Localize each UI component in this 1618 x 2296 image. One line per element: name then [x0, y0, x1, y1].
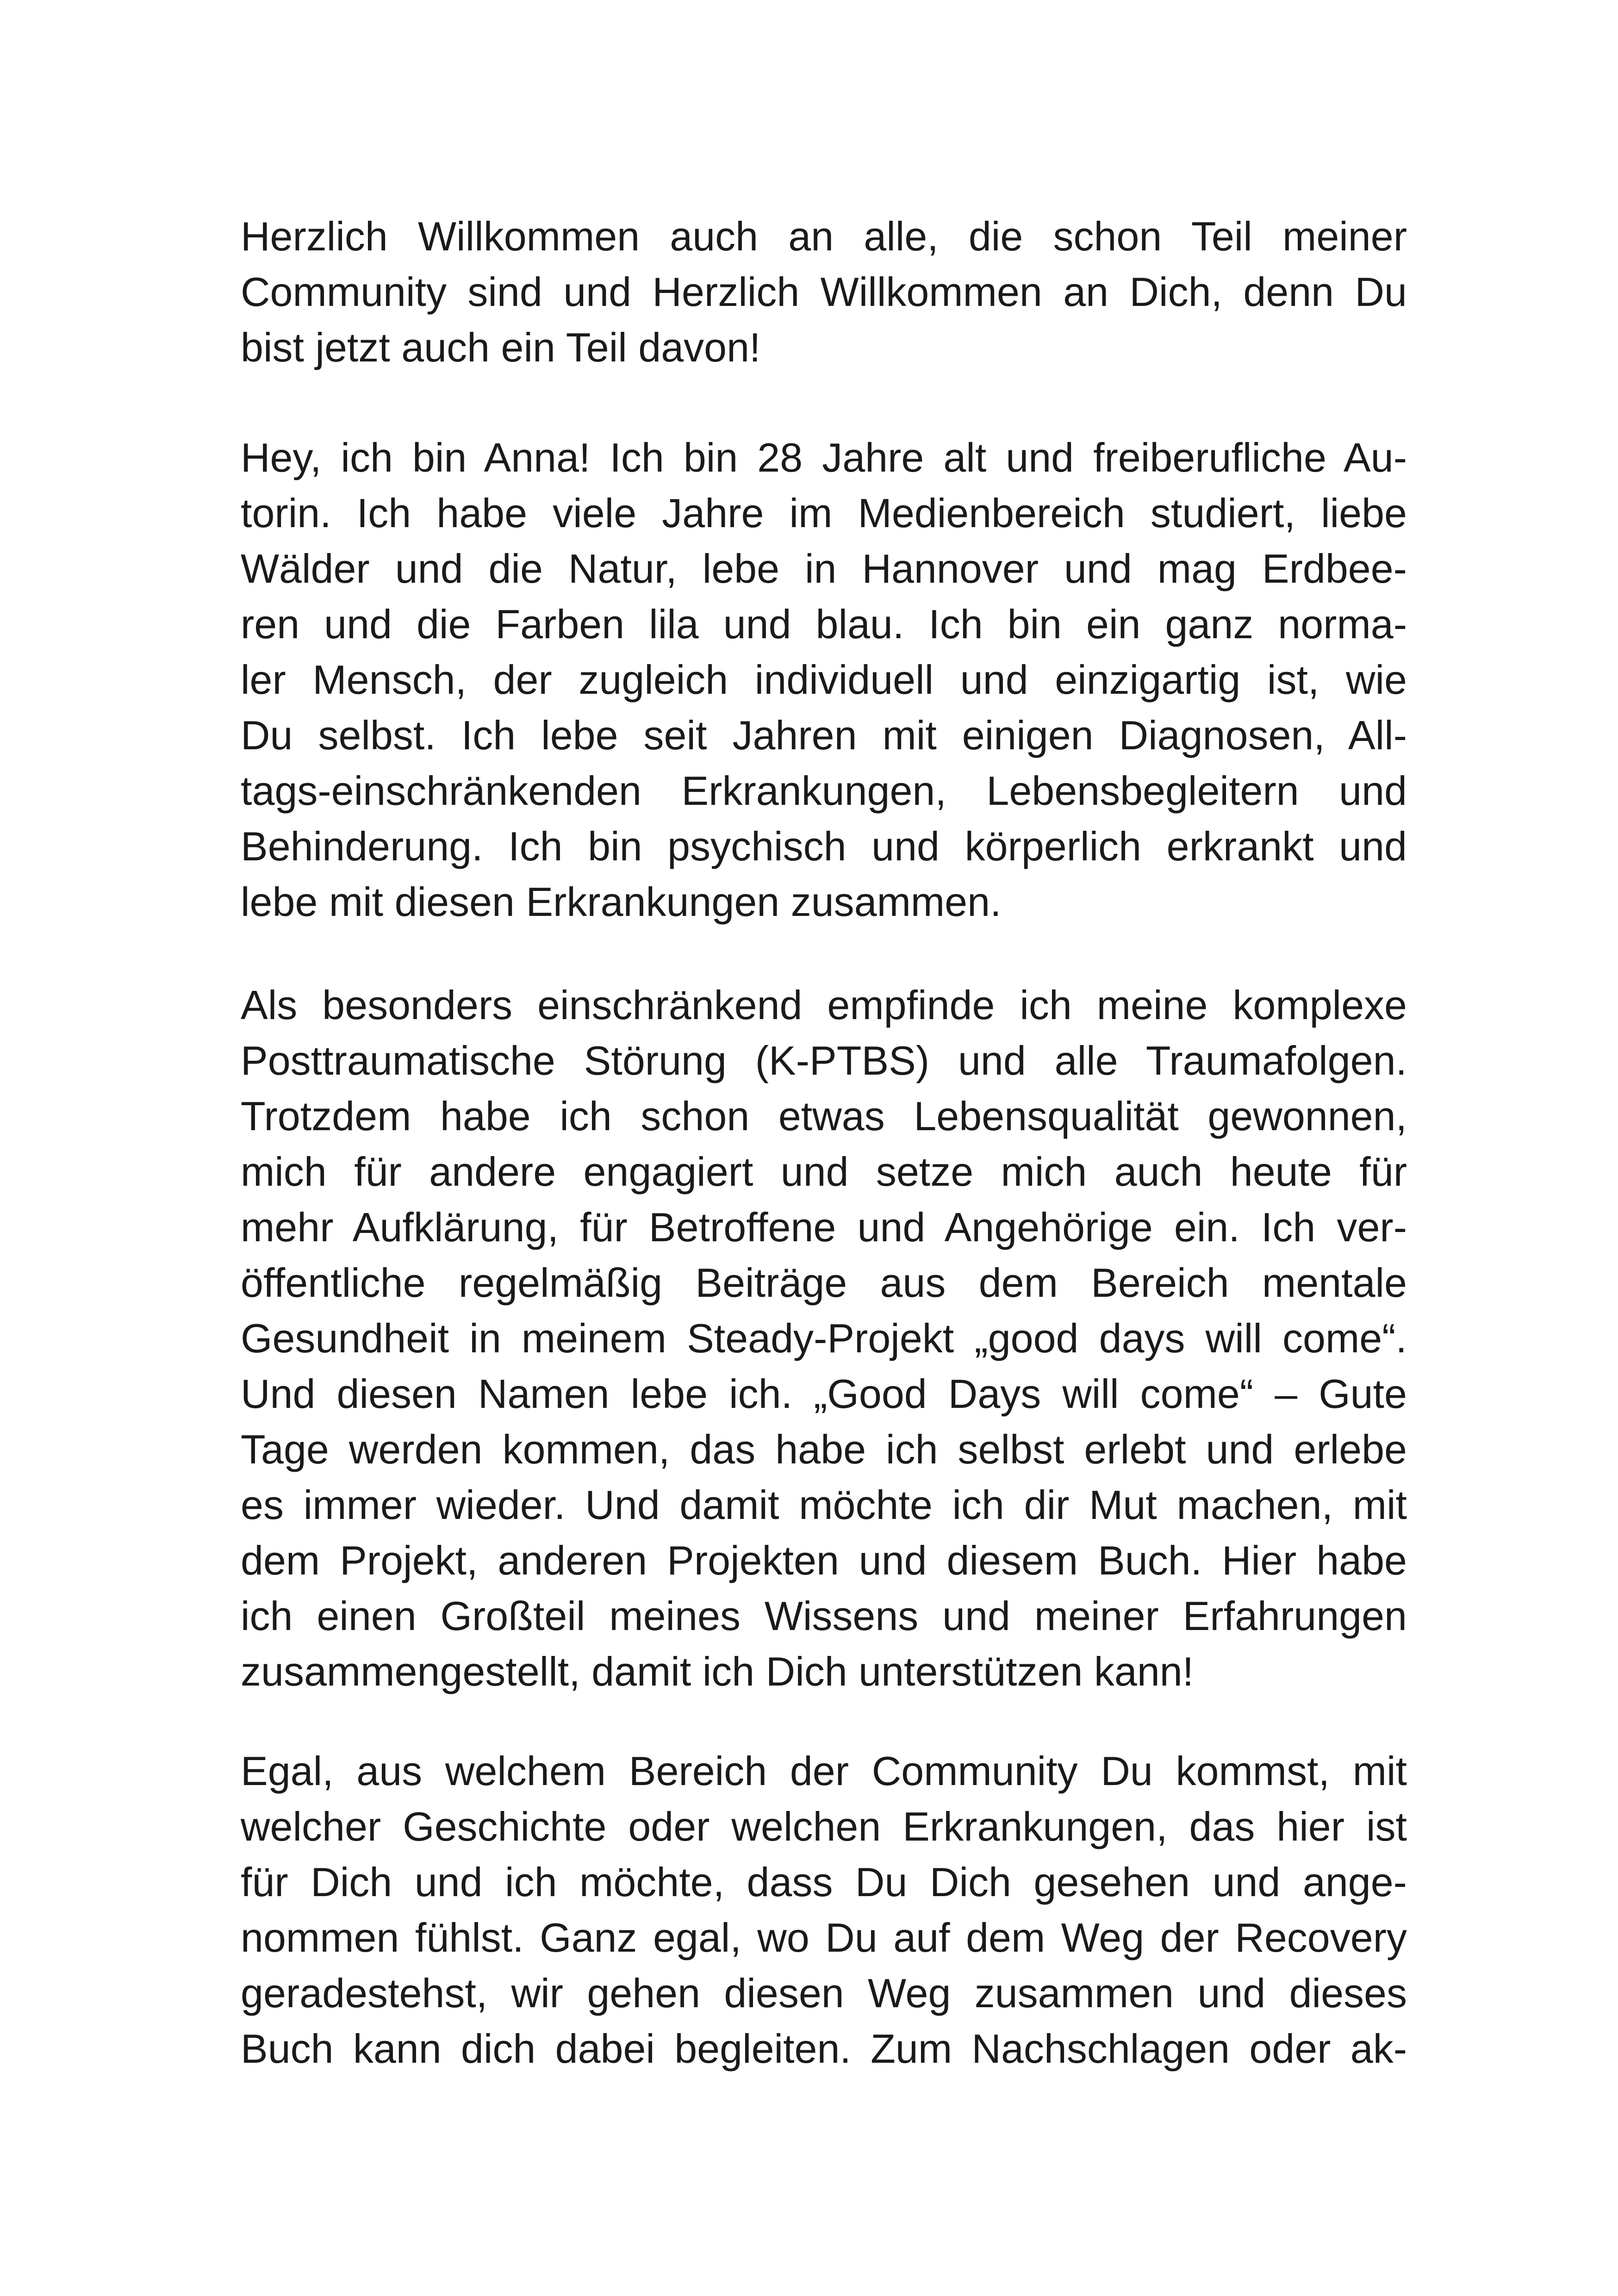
- text-line: torin. Ich habe viele Jahre im Medienbereich studiert, liebe: [241, 490, 1407, 536]
- text-line: tags-einschränkenden Erkrankungen, Lebensbegleitern und: [241, 768, 1407, 814]
- text-line: lebe mit diesen Erkrankungen zusammen.: [241, 879, 1002, 925]
- text-line: bist jetzt auch ein Teil davon!: [241, 324, 761, 370]
- text-line: Herzlich Willkommen auch an alle, die schon Teil meiner: [241, 213, 1407, 259]
- paragraph-ptbs: [241, 977, 1407, 1699]
- text-line: Behinderung. Ich bin psychisch und körperlich erkrankt und: [241, 823, 1407, 869]
- text-line: Posttraumatische Störung (K-PTBS) und alle Traumafolgen.: [241, 1038, 1407, 1083]
- text-line: Du selbst. Ich lebe seit Jahren mit einigen Diagnosen, All-: [241, 712, 1407, 758]
- text-line: öffentliche regelmäßig Beiträge aus dem Bereich mentale: [241, 1260, 1407, 1306]
- text-line: zusammengestellt, damit ich Dich unterstützen kann!: [241, 1649, 1194, 1694]
- text-line: ren und die Farben lila und blau. Ich bin ein ganz norma-: [241, 601, 1407, 647]
- text-line: Community sind und Herzlich Willkommen an Dich, denn Du: [241, 269, 1407, 315]
- text-line: mich für andere engagiert und setze mich auch heute für: [241, 1149, 1407, 1195]
- text-line: für Dich und ich möchte, dass Du Dich gesehen und ange-: [241, 1859, 1407, 1905]
- text-line: Wälder und die Natur, lebe in Hannover und mag Erdbee-: [241, 546, 1407, 591]
- text-line: geradestehst, wir gehen diesen Weg zusammen und dieses: [241, 1970, 1407, 2016]
- text-line: nommen fühlst. Ganz egal, wo Du auf dem Weg der Recovery: [241, 1915, 1407, 1960]
- text-line: Als besonders einschränkend empfinde ich meine komplexe: [241, 982, 1407, 1028]
- text-line: Buch kann dich dabei begleiten. Zum Nachschlagen oder ak-: [241, 2026, 1407, 2072]
- text-line: mehr Aufklärung, für Betroffene und Angehörige ein. Ich ver-: [241, 1204, 1407, 1250]
- text-line: Tage werden kommen, das habe ich selbst erlebt und erlebe: [241, 1426, 1407, 1472]
- paragraph-introduction: [241, 430, 1407, 930]
- text-line: Hey, ich bin Anna! Ich bin 28 Jahre alt und freiberufliche Au-: [241, 435, 1407, 480]
- text-line: dem Projekt, anderen Projekten und diesem Buch. Hier habe: [241, 1537, 1407, 1583]
- paragraph-community: [241, 1743, 1407, 2077]
- text-line: Und diesen Namen lebe ich. „Good Days will come“ – Gute: [241, 1371, 1407, 1417]
- text-line: Gesundheit in meinem Steady-Projekt „good days will come“.: [241, 1315, 1407, 1361]
- text-line: welcher Geschichte oder welchen Erkrankungen, das hier ist: [241, 1804, 1407, 1849]
- text-line: Egal, aus welchem Bereich der Community Du kommst, mit: [241, 1748, 1407, 1794]
- text-line: Trotzdem habe ich schon etwas Lebensqualität gewonnen,: [241, 1093, 1407, 1139]
- text-line: ler Mensch, der zugleich individuell und einzigartig ist, wie: [241, 657, 1407, 703]
- text-line: ich einen Großteil meines Wissens und meiner Erfahrungen: [241, 1593, 1407, 1639]
- text-line: es immer wieder. Und damit möchte ich dir Mut machen, mit: [241, 1482, 1407, 1528]
- paragraph-welcome: [241, 209, 1407, 375]
